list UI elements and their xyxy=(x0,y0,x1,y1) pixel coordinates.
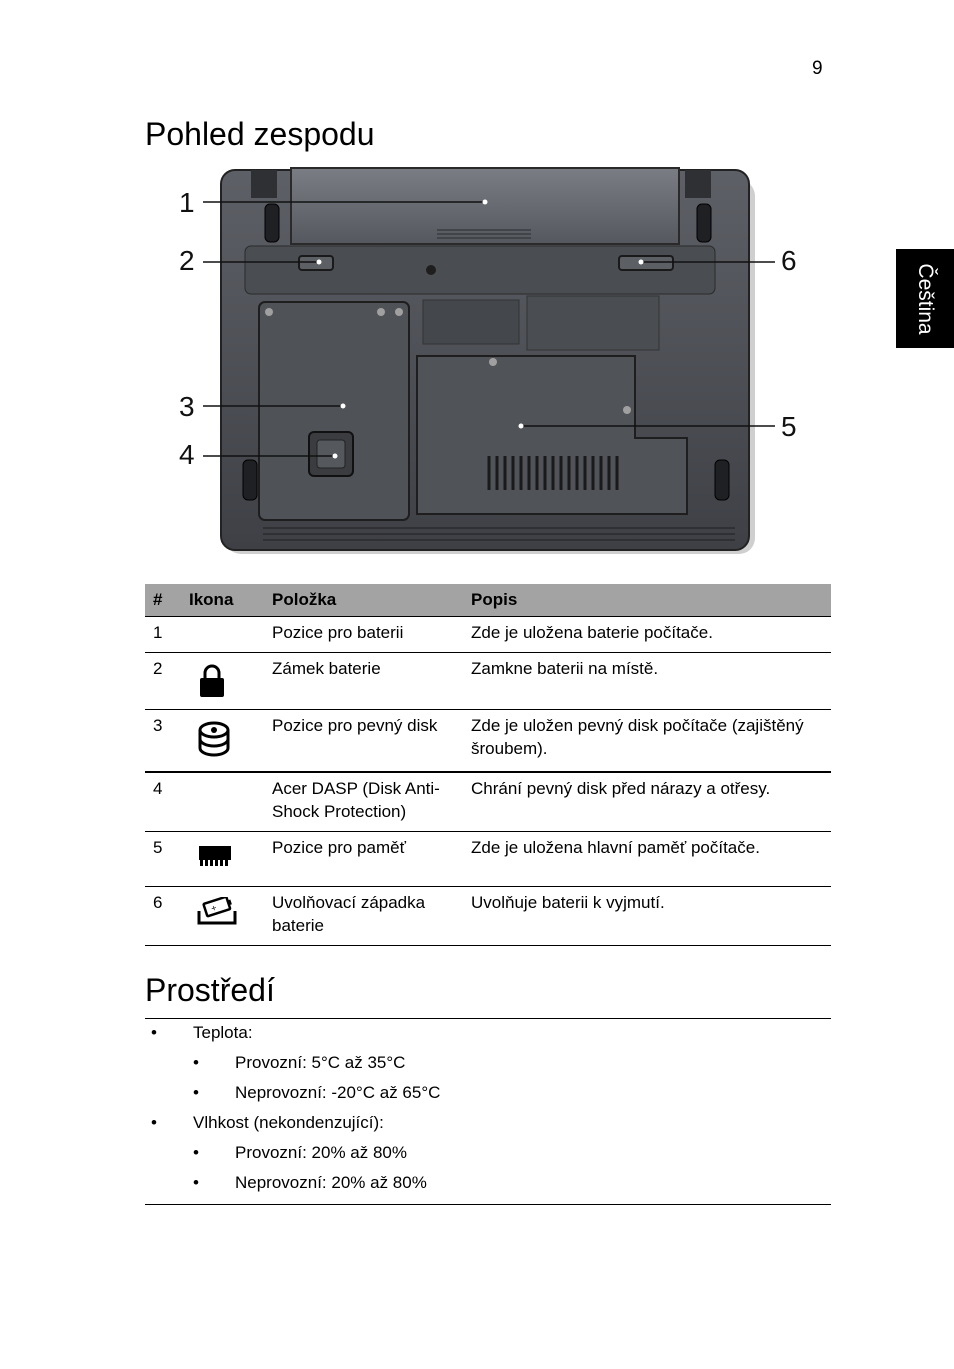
row-item: Pozice pro baterii xyxy=(264,617,463,653)
row-desc: Zde je uložen pevný disk počítače (zajištěný šroubem). xyxy=(463,710,831,772)
battery-lock-latch xyxy=(299,256,333,270)
row-num: 2 xyxy=(145,653,181,710)
hard-disk-icon xyxy=(197,720,231,758)
row-desc: Zde je uložena hlavní paměť počítače. xyxy=(463,831,831,886)
row-desc: Zamkne baterii na místě. xyxy=(463,653,831,710)
row-icon-cell xyxy=(181,772,264,832)
header-icon: Ikona xyxy=(181,584,264,617)
header-num: # xyxy=(145,584,181,617)
row-desc: Zde je uložena baterie počítače. xyxy=(463,617,831,653)
table-row xyxy=(145,772,831,832)
laptop-bottom-view-figure xyxy=(145,160,835,570)
row-num: 5 xyxy=(145,831,181,886)
table-row xyxy=(145,710,831,772)
language-tab xyxy=(896,249,954,348)
battery-lock-icon xyxy=(197,663,227,699)
row-item: Pozice pro paměť xyxy=(264,831,463,886)
parts-table xyxy=(145,584,831,946)
row-num: 3 xyxy=(145,710,181,772)
battery-release-icon xyxy=(197,897,237,927)
row-num: 1 xyxy=(145,617,181,653)
list-item-temp-operating: • Provozní: 5°C až 35°C xyxy=(145,1050,831,1080)
table-row xyxy=(145,653,831,710)
row-desc: Uvolňuje baterii k vyjmutí. xyxy=(463,886,831,945)
row-icon-cell xyxy=(181,617,264,653)
callout-3: 3 xyxy=(179,391,195,422)
environment-bottom-rule xyxy=(145,1204,831,1205)
table-header-row xyxy=(145,584,831,617)
battery-release-latch xyxy=(619,256,673,270)
table-row xyxy=(145,617,831,653)
memory-icon xyxy=(197,842,233,870)
callout-2: 2 xyxy=(179,245,195,276)
hard-disk-bay xyxy=(259,302,409,520)
svg-text:+: + xyxy=(209,901,218,914)
callout-5: 5 xyxy=(781,411,797,442)
table-row xyxy=(145,831,831,886)
callout-1: 1 xyxy=(179,187,195,218)
language-tab-label: Čeština xyxy=(914,262,937,335)
row-item: Uvolňovací západka baterie xyxy=(264,886,463,945)
list-item-temperature: • Teplota: xyxy=(145,1020,831,1050)
callout-6: 6 xyxy=(781,245,797,276)
list-item-temp-nonoperating: • Neprovozní: -20°C až 65°C xyxy=(145,1080,831,1110)
environment-list xyxy=(145,1020,831,1200)
page-number: 9 xyxy=(812,58,823,79)
list-item-hum-nonoperating: • Neprovozní: 20% až 80% xyxy=(145,1170,831,1200)
row-num: 6 xyxy=(145,886,181,945)
list-item-humidity: • Vlhkost (nekondenzující): xyxy=(145,1110,831,1140)
row-desc: Chrání pevný disk před nárazy a otřesy. xyxy=(463,772,831,832)
header-item: Položka xyxy=(264,584,463,617)
section-title: Pohled zespodu xyxy=(145,116,375,152)
row-item: Pozice pro pevný disk xyxy=(264,710,463,772)
list-item-hum-operating: • Provozní: 20% až 80% xyxy=(145,1140,831,1170)
battery-bay xyxy=(291,168,679,244)
header-desc: Popis xyxy=(463,584,831,617)
row-item: Acer DASP (Disk Anti-Shock Protection) xyxy=(264,772,463,832)
row-item: Zámek baterie xyxy=(264,653,463,710)
row-num: 4 xyxy=(145,772,181,832)
environment-top-rule xyxy=(145,1018,831,1019)
callout-4: 4 xyxy=(179,439,195,470)
table-row xyxy=(145,886,831,945)
environment-title: Prostředí xyxy=(145,972,275,1008)
